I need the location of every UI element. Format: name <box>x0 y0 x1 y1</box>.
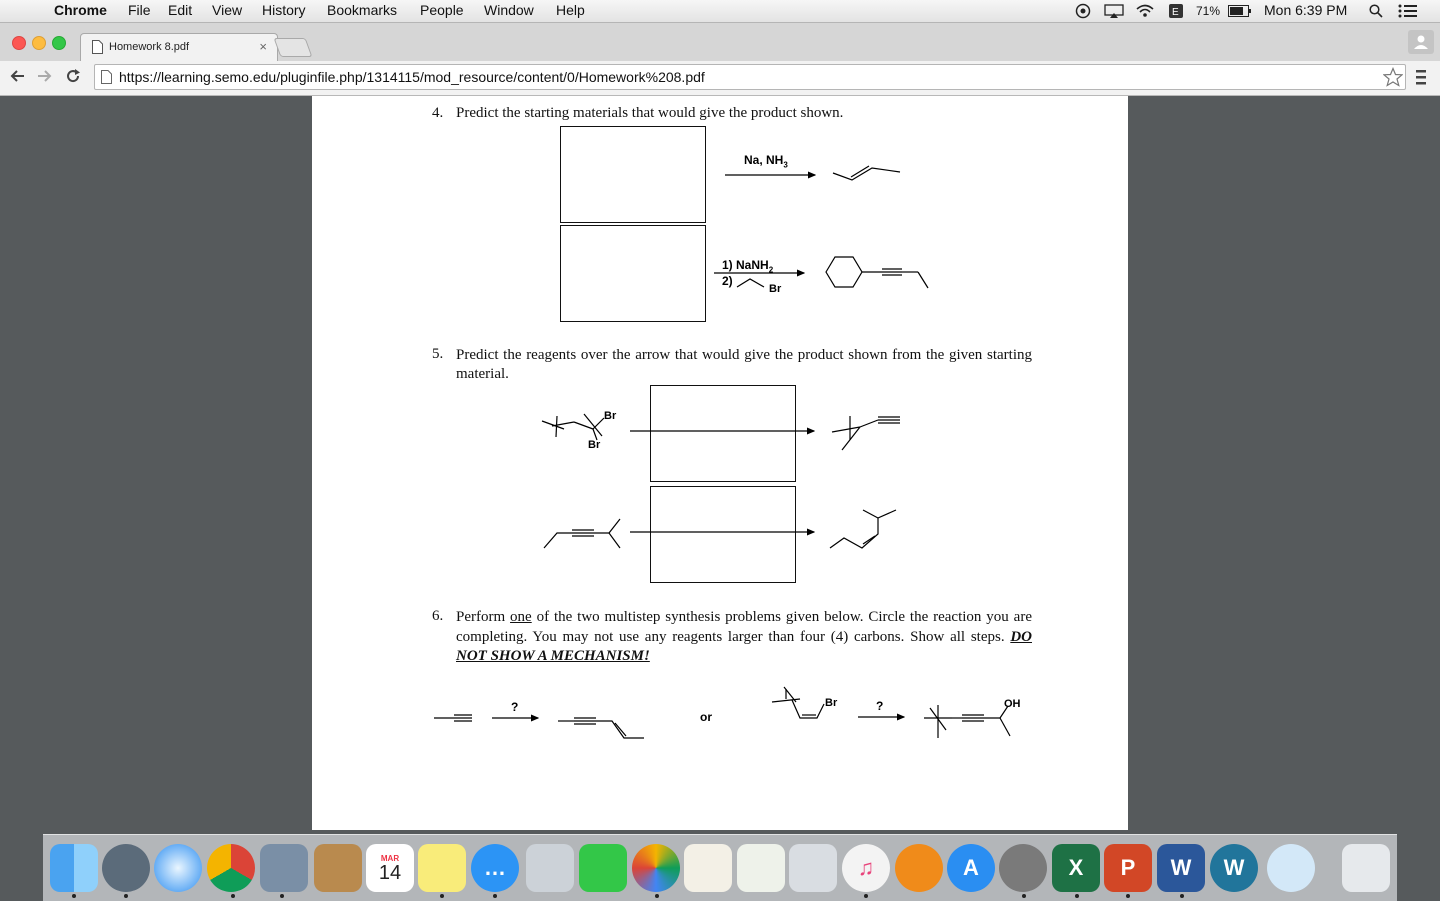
new-tab-button[interactable] <box>274 38 313 57</box>
person-icon <box>1408 30 1434 54</box>
launchpad-icon[interactable] <box>102 844 150 892</box>
svg-text:E: E <box>1172 7 1179 18</box>
question-number: 6. <box>432 608 444 624</box>
menu-bar <box>0 0 1440 23</box>
warning-emphasis: DO NOT SHOW A MECHANISM! <box>456 628 1032 664</box>
question-text: Predict the starting materials that would give the product shown. <box>456 105 844 121</box>
reagent-text: 1) NaNH <box>722 258 769 272</box>
bromine-label: Br <box>588 439 601 451</box>
enyne-product <box>558 718 644 738</box>
numbers-icon[interactable] <box>737 844 785 892</box>
unknown-reagent-right: ? <box>876 699 884 713</box>
trans-alkene-product <box>833 168 900 180</box>
propyne-starting-material <box>434 715 472 721</box>
running-indicator <box>655 894 659 898</box>
finder-icon[interactable] <box>50 844 98 892</box>
notification-center-icon[interactable] <box>1398 4 1418 18</box>
powerpoint-icon[interactable]: P <box>1104 844 1152 892</box>
messages-icon[interactable]: … <box>471 844 519 892</box>
url-text[interactable]: https://learning.semo.edu/pluginfile.php/1314115/mod_resource/content/0/Homework%208.pdf <box>119 69 705 85</box>
question-number: 5. <box>432 346 444 362</box>
pdf-page <box>312 96 1128 830</box>
menu-people[interactable]: People <box>420 2 464 18</box>
bookmark-star-icon[interactable] <box>1383 67 1403 87</box>
preview-icon[interactable] <box>260 844 308 892</box>
itunes-icon[interactable]: ♫ <box>842 844 890 892</box>
hydroxyl-label: OH <box>1004 698 1021 710</box>
forward-arrow-icon[interactable] <box>37 69 53 83</box>
tab-close-icon[interactable]: × <box>259 39 267 54</box>
app-store-icon[interactable]: A <box>947 844 995 892</box>
excel-icon[interactable]: X <box>1052 844 1100 892</box>
bromine-label: Br <box>825 697 838 709</box>
tab-title: Homework 8.pdf <box>109 41 190 53</box>
alkynol-product <box>924 705 1010 738</box>
menu-view[interactable]: View <box>212 2 243 18</box>
reload-icon[interactable] <box>65 68 81 84</box>
contacts-icon[interactable] <box>314 844 362 892</box>
battery-percent: 71% <box>1196 4 1221 18</box>
running-indicator <box>864 894 868 898</box>
menu-clock[interactable]: Mon 6:39 PM <box>1264 2 1348 18</box>
calendar-icon[interactable] <box>366 844 414 892</box>
input-source-icon[interactable] <box>1168 3 1184 19</box>
running-indicator <box>1180 894 1184 898</box>
dibromide-starting-material <box>542 414 604 440</box>
chemical-structures <box>312 96 1128 830</box>
calendar-day: 14 <box>378 861 402 884</box>
page-icon <box>101 70 112 84</box>
running-indicator <box>1022 894 1026 898</box>
menu-bookmarks[interactable]: Bookmarks <box>327 2 398 18</box>
bromo-alkene-starting-material <box>772 687 824 718</box>
bromine-label: Br <box>604 410 617 422</box>
cis-alkene-product <box>830 510 896 548</box>
battery-icon[interactable] <box>1228 5 1252 17</box>
pages-icon[interactable] <box>684 844 732 892</box>
question-number: 4. <box>432 105 444 121</box>
word-icon[interactable]: W <box>1157 844 1205 892</box>
safari-icon[interactable] <box>154 844 202 892</box>
reagent-step-2: 2) <box>722 274 733 288</box>
running-indicator <box>72 894 76 898</box>
airplay-icon[interactable] <box>1104 4 1124 19</box>
running-indicator <box>440 894 444 898</box>
cloud-icon[interactable] <box>1267 844 1315 892</box>
back-arrow-icon[interactable] <box>9 69 25 83</box>
menu-app-name[interactable]: Chrome <box>54 2 107 18</box>
keynote-icon[interactable] <box>789 844 837 892</box>
menu-edit[interactable]: Edit <box>168 2 193 18</box>
question-text: Predict the reagents over the arrow that would give the product shown from the given starting material. <box>456 347 1032 382</box>
text-part: of the two multistep synthesis problems given below. Circle the reaction you are completing. You may not use any reagents larger than four (4) carbons. Show all steps. <box>456 609 1032 645</box>
document-icon <box>92 40 103 54</box>
running-indicator <box>1075 894 1079 898</box>
wordpress-icon[interactable]: W <box>1210 844 1258 892</box>
ibooks-icon[interactable] <box>895 844 943 892</box>
reagent-text: Na, NH <box>744 153 784 167</box>
or-label: or <box>700 710 712 724</box>
running-indicator <box>1126 894 1130 898</box>
reagent-subscript: 2 <box>768 265 774 275</box>
zoom-window-button[interactable] <box>52 36 66 50</box>
running-indicator <box>493 894 497 898</box>
running-indicator <box>280 894 284 898</box>
menu-file[interactable]: File <box>128 2 151 18</box>
tert-butyl-alkyne-product <box>832 416 900 450</box>
system-preferences-icon[interactable] <box>999 844 1047 892</box>
trash-icon[interactable] <box>1342 844 1390 892</box>
ethyl-bromide <box>737 279 764 287</box>
address-bar[interactable] <box>94 64 1406 90</box>
facetime-icon[interactable] <box>579 844 627 892</box>
spotlight-search-icon[interactable] <box>1369 4 1383 18</box>
menu-help[interactable]: Help <box>556 2 585 18</box>
text-part: Perform <box>456 609 511 625</box>
photo-booth-icon[interactable] <box>526 844 574 892</box>
hotspot-icon[interactable] <box>1075 3 1091 19</box>
calendar-month: MAR <box>380 853 400 863</box>
profile-button[interactable] <box>1408 30 1434 54</box>
bromine-label: Br <box>769 283 782 295</box>
photos-icon[interactable] <box>632 844 680 892</box>
menu-window[interactable]: Window <box>484 2 534 18</box>
chrome-icon[interactable] <box>207 844 255 892</box>
unknown-reagent-left: ? <box>511 700 519 714</box>
tab-homework-pdf[interactable] <box>80 33 278 62</box>
internal-alkyne-starting-material <box>544 519 620 548</box>
close-window-button[interactable] <box>12 36 26 50</box>
reagent-subscript: 3 <box>783 160 788 170</box>
chrome-menu-icon[interactable] <box>1414 68 1428 86</box>
emphasis-one: one <box>510 609 532 625</box>
cyclohexyl-alkyne-product <box>826 257 862 287</box>
running-indicator <box>124 894 128 898</box>
minimize-window-button[interactable] <box>32 36 46 50</box>
menu-history[interactable]: History <box>262 2 306 18</box>
running-indicator <box>231 894 235 898</box>
wifi-icon[interactable] <box>1135 3 1155 18</box>
notes-icon[interactable] <box>418 844 466 892</box>
